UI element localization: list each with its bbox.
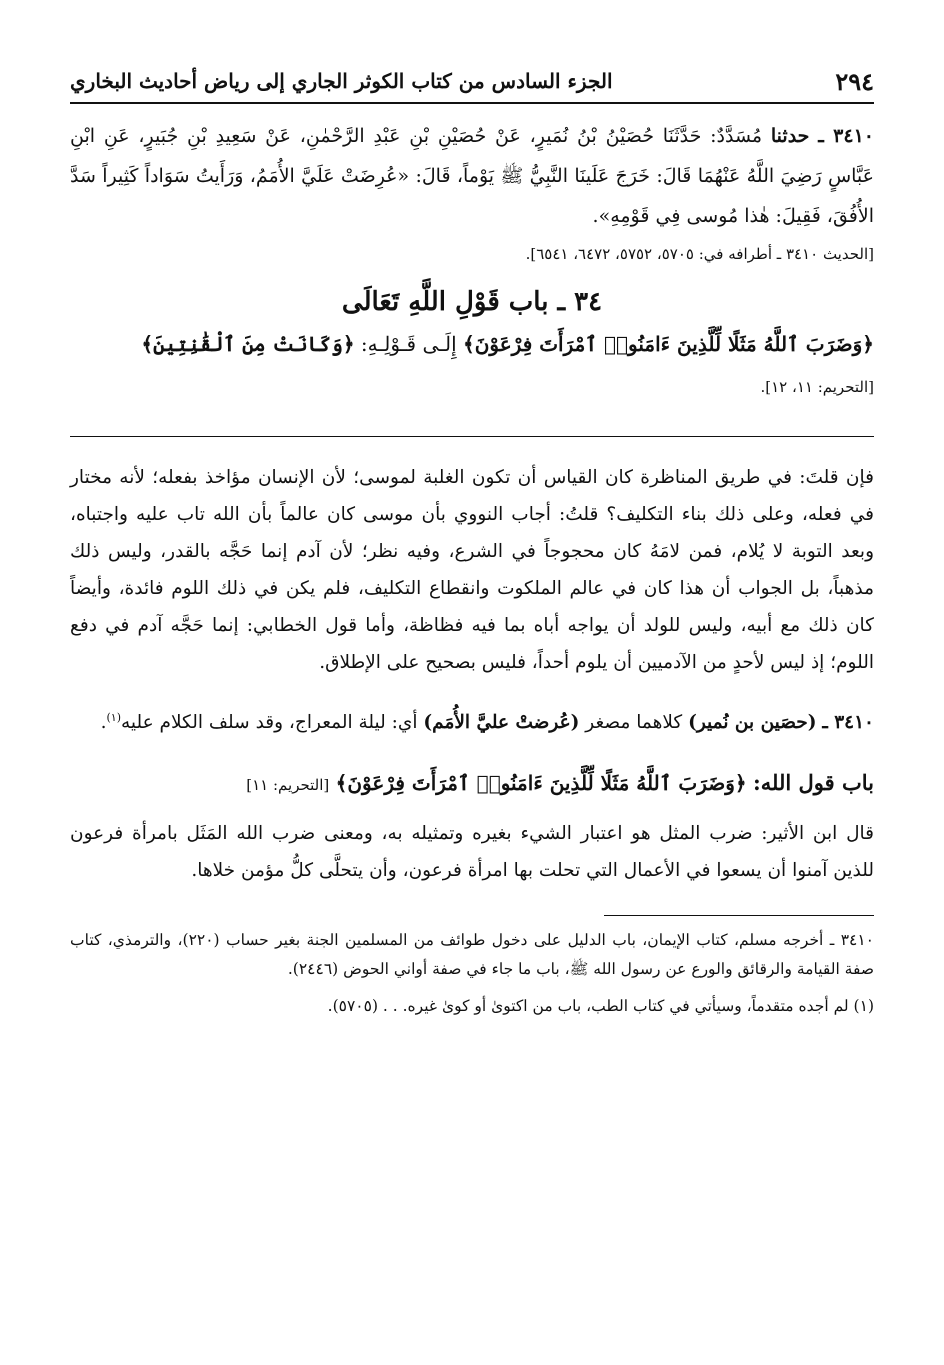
bab-reference: [التحريم: ١١]	[246, 776, 330, 795]
hadith-text: مُسَدَّدٌ: حَدَّثَنَا حُصَيْنُ بْنُ نُمَيرٍ، عَنْ حُصَيْنِ بْنِ عَبْدِ الرَّحْمٰنِ، عَنْ سَعِيدِ بْنِ جُبَيرٍ، عَنِ ابْنِ عَبَّاسٍ رَضِيَ اللَّهُ عَنْهُمَا قَالَ: خَرَجَ عَلَينَا النَّبِيُّ ﷺ يَوْماً، قَالَ: «عُرِضَتْ عَلَيَّ الأُمَمُ، وَرَأَيتُ سَوَاداً كَثِيراً سَدَّ الأُفُقَ، فَقِيلَ: هٰذا مُوسى فِي قَوْمِهِ».	[70, 125, 874, 227]
section-divider	[70, 436, 874, 437]
footnote-divider	[604, 915, 874, 916]
page-number: ٢٩٤	[835, 66, 874, 96]
header-title: الجزء السادس من كتاب الكوثر الجاري إلى رياض أحاديث البخاري	[70, 69, 613, 93]
commentary-bab-heading	[70, 763, 874, 805]
commentary-paragraph-last: قال ابن الأثير: ضرب المثل هو اعتبار الشيء بغيره وتمثيله به، ومعنى ضرب الله المَثَل بامرأة فرعون للذين آمنوا أن يسعوا في الأعمال التي تحلت بها امرأة فرعون، وأن يتحلَّى كلُّ مؤمن خلاها.	[70, 823, 874, 882]
bab-verse: ﴿وَضَرَبَ ٱللَّهُ مَثَلًا لِّلَّذِينَ ءَامَنُوا۟ ٱمْرَأَتَ فِرْعَوْنَ﴾	[335, 771, 747, 796]
footnote-mark: (١)	[106, 711, 121, 724]
chapter-verse-line	[70, 324, 874, 364]
running-header	[70, 60, 874, 104]
verse-connector: إِلَـى قَـوْلِـهِ:	[360, 332, 457, 356]
bab-label: باب قول الله:	[753, 770, 874, 796]
commentary-paragraph-1: فإن قلتَ: في طريق المناظرة كان القياس أن تكون الغلبة لموسى؛ لأن الإنسان مؤاخذ بفعله؛ لأنه مختار في فعله، وعلى ذلك بناء التكليف؟ قلتُ: أجاب النووي بأن موسى كان عالماً بأن الله تاب عليه واجتباه، وبعد التوبة لا يُلام، فمن لامَهُ كان محجوجاً في الشرع، وفيه نظر؛ لأن آدم إنما حَجَّه بالقدر، وليس ذلك مذهباً، بل الجواب أن هذا كان في عالم الملكوت وانقطاع التكليف، فلم يكن في ذلك اللوم فائدة، وأيضاً كان ذلك مع أبيه، وليس للولد أن يواجه أباه بما فيه فظاظة، وأما قول الخطابي: إنما حَجَّه آدم في دفع اللوم؛ إذ ليس لأحدٍ من الآدميين أن يلوم أحداً، فليس بصحيح على الإطلاق.	[70, 467, 874, 673]
commentary-hadith-3410: ٣٤١٠ ـ (حصَين بن نُمير) كلاهما مصغر (عُرضتْ عليَّ الأُمَم) أي: ليلة المعراج، وقد سلف الكلام عليه$^{(١)}$.	[100, 711, 874, 734]
verse-start: ﴿وَضَرَبَ ٱللَّهُ مَثَلًا لِّلَّذِينَ ءَامَنُوا۟ ٱمْرَأَتَ فِرْعَوْنَ﴾	[462, 332, 874, 356]
commentary-quote: (عُرضتْ عليَّ الأُمَم)	[423, 712, 580, 734]
verse-end: ﴿وَكَانَتْ مِنَ ٱلْقَٰنِتِينَ﴾	[141, 332, 355, 356]
verse-source-reference: [التحريم: ١١، ١٢].	[760, 378, 874, 396]
commentary-mid: كلاهما مصغر	[585, 712, 683, 734]
footnote-1: (١) لم أجده متقدماً، وسيأتي في كتاب الطب، باب من اكتوىٰ أو كوىٰ غيره. . . (٥٧٠٥).	[327, 997, 874, 1016]
book-page	[70, 60, 874, 1350]
hadith-3410	[70, 116, 874, 236]
chapter-title: ٣٤ ـ باب قَوْلِ اللَّهِ تَعَالَى	[341, 287, 603, 317]
hadith-cross-reference: [الحديث ٣٤١٠ ـ أطرافه في: ٥٧٠٥، ٥٧٥٢، ٦٤٧٢، ٦٥٤١].	[525, 245, 874, 263]
hadith-lead: حدثنا	[770, 125, 810, 147]
commentary-hadith-number: ٣٤١٠ ـ	[822, 712, 874, 734]
footnote-3410: ٣٤١٠ ـ أخرجه مسلم، كتاب الإيمان، باب الدليل على دخول طوائف من المسلمين الجنة بغير حساب (٢٢٠)، والترمذي، كتاب صفة القيامة والرقائق والورع عن رسول الله ﷺ، باب ما جاء في صفة أواني الحوض (٢٤٤٦).	[70, 931, 875, 979]
commentary-narrators: (حصَين بن نُمير)	[688, 712, 817, 734]
hadith-number: ٣٤١٠ ـ	[818, 125, 874, 147]
commentary-rest: أي: ليلة المعراج، وقد سلف الكلام عليه	[121, 712, 418, 734]
